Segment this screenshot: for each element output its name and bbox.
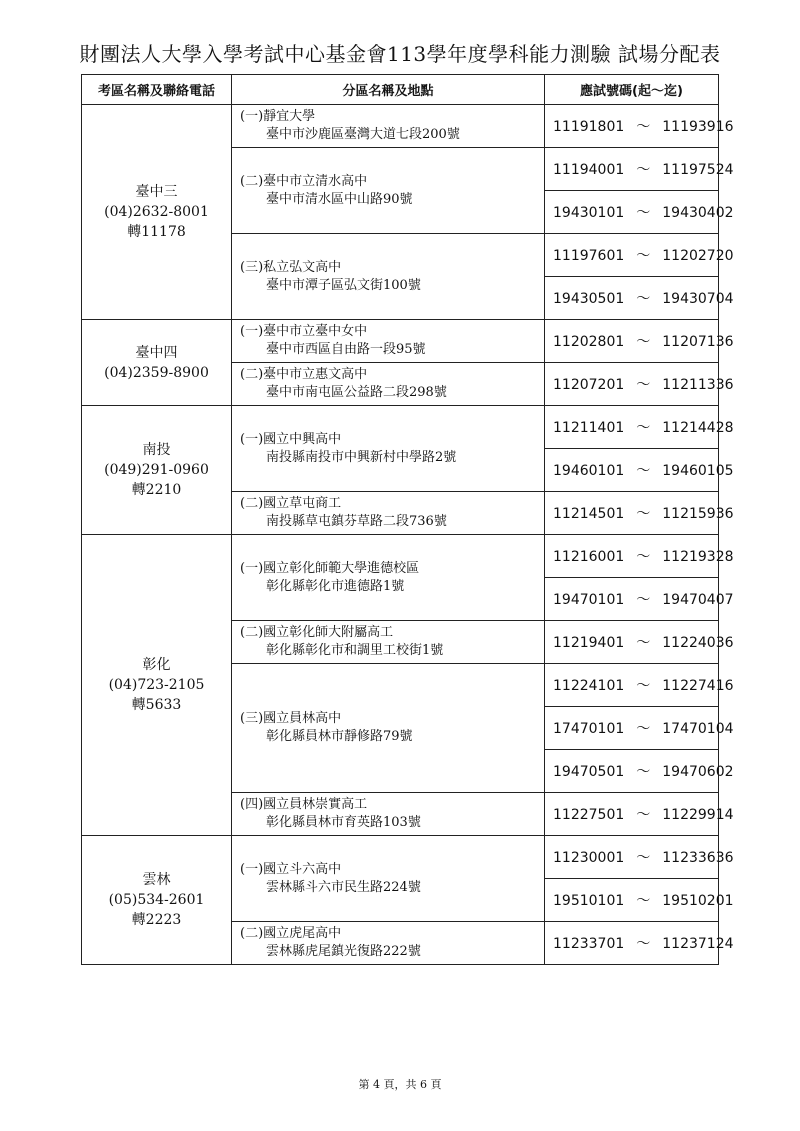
site-address: 彰化縣彰化市和調里工校街1號 <box>266 643 444 658</box>
site-address: 彰化縣員林市靜修路79號 <box>266 729 413 744</box>
range-separator: ～ <box>636 807 651 823</box>
site-name: (二)國立虎尾高中 <box>240 926 342 941</box>
header-region: 考區名稱及聯絡電話 <box>82 75 232 105</box>
range-separator: ～ <box>636 893 651 909</box>
site-address: 南投縣南投市中興新村中學路2號 <box>266 449 457 465</box>
range-separator: ～ <box>636 678 651 694</box>
range-end: 17470104 <box>662 721 734 737</box>
range-separator: ～ <box>636 936 651 952</box>
number-range-cell <box>545 836 734 879</box>
site-address: 臺中市清水區中山路90號 <box>266 191 413 207</box>
range-start: 11227501 <box>553 807 625 823</box>
range-separator: ～ <box>636 592 651 608</box>
region-name: 彰化 <box>142 657 171 673</box>
region-phone-line: (05)534-2601 <box>108 892 205 908</box>
range-start: 19430101 <box>553 205 625 221</box>
range-end: 11214428 <box>662 420 734 436</box>
number-range-cell <box>545 492 734 535</box>
range-separator: ～ <box>636 420 651 436</box>
range-separator: ～ <box>636 334 651 350</box>
site-address: 臺中市南屯區公益路二段298號 <box>266 385 447 400</box>
site-cell <box>232 922 545 965</box>
range-end: 11227416 <box>662 678 734 694</box>
region-name: 南投 <box>142 442 171 458</box>
number-range-cell <box>545 879 734 922</box>
site-name: (一)國立斗六高中 <box>240 861 342 877</box>
range-separator: ～ <box>636 205 651 221</box>
region-phone-line: 轉2210 <box>131 482 182 498</box>
table-row <box>82 535 719 578</box>
site-address: 臺中市沙鹿區臺灣大道七段200號 <box>266 127 460 142</box>
number-range-cell <box>545 707 734 750</box>
region-cell <box>82 836 232 965</box>
site-name: (四)國立員林崇實高工 <box>240 797 368 812</box>
number-range-cell <box>545 363 734 406</box>
table-body <box>82 105 734 965</box>
number-range-cell <box>545 922 734 965</box>
region-phone-line: 轉5633 <box>131 697 182 713</box>
site-cell <box>232 363 545 406</box>
range-separator: ～ <box>636 549 651 565</box>
range-start: 11230001 <box>553 850 625 866</box>
range-start: 11214501 <box>553 506 625 522</box>
range-start: 19510101 <box>553 893 625 909</box>
range-start: 19430501 <box>553 291 625 307</box>
site-address: 臺中市西區自由路一段95號 <box>266 342 426 357</box>
range-end: 11197524 <box>662 162 734 178</box>
site-name: (二)臺中市立惠文高中 <box>240 367 368 382</box>
range-start: 11216001 <box>553 549 625 565</box>
range-end: 19510201 <box>662 893 734 909</box>
site-name: (一)國立彰化師範大學進德校區 <box>240 560 420 576</box>
header-range: 應試號碼(起～迄) <box>545 75 719 105</box>
region-phone-line: 轉2223 <box>131 912 182 928</box>
range-end: 11219328 <box>662 549 734 565</box>
site-cell <box>232 148 545 234</box>
site-cell <box>232 234 545 320</box>
range-separator: ～ <box>636 463 651 479</box>
site-name: (三)私立弘文高中 <box>240 259 342 275</box>
site-cell <box>232 621 545 664</box>
range-end: 11224036 <box>662 635 734 651</box>
range-end: 11233636 <box>662 850 734 866</box>
site-address: 雲林縣斗六市民生路224號 <box>266 879 421 895</box>
site-cell <box>232 793 545 836</box>
range-separator: ～ <box>636 721 651 737</box>
number-range-cell <box>545 535 734 578</box>
site-name: (一)臺中市立臺中女中 <box>240 324 368 339</box>
range-start: 19470101 <box>553 592 625 608</box>
range-end: 19470407 <box>662 592 734 608</box>
region-cell <box>82 105 232 320</box>
number-range-cell <box>545 234 734 277</box>
site-name: (二)臺中市立清水高中 <box>240 173 368 189</box>
number-range-cell <box>545 406 734 449</box>
range-separator: ～ <box>636 850 651 866</box>
range-start: 11191801 <box>553 119 625 135</box>
table-row <box>82 406 719 449</box>
site-cell <box>232 664 545 793</box>
range-separator: ～ <box>636 764 651 780</box>
range-start: 11219401 <box>553 635 625 651</box>
range-start: 19470501 <box>553 764 625 780</box>
range-end: 11229914 <box>662 807 734 823</box>
site-cell <box>232 320 545 363</box>
header-site: 分區名稱及地點 <box>232 75 545 105</box>
range-separator: ～ <box>636 119 651 135</box>
range-start: 11207201 <box>553 377 625 393</box>
number-range-cell <box>545 664 734 707</box>
number-range-cell <box>545 578 734 621</box>
range-end: 19470602 <box>662 764 734 780</box>
range-separator: ～ <box>636 377 651 393</box>
number-range-cell <box>545 320 734 363</box>
range-end: 11215936 <box>662 506 734 522</box>
range-start: 11233701 <box>553 936 625 952</box>
region-phone-line: (04)2359-8900 <box>104 364 209 381</box>
site-name: (三)國立員林高中 <box>240 711 342 726</box>
page-footer: 第 4 頁，共 6 頁 <box>358 1078 442 1091</box>
site-address: 彰化縣彰化市進德路1號 <box>266 578 405 594</box>
range-end: 19460105 <box>662 463 734 479</box>
region-phone-line: (04)723-2105 <box>108 677 205 693</box>
site-name: (二)國立草屯商工 <box>240 496 342 511</box>
site-cell <box>232 836 545 922</box>
region-cell <box>82 320 232 406</box>
region-phone-line: (049)291-0960 <box>104 462 209 478</box>
region-cell <box>82 406 232 535</box>
range-start: 11202801 <box>553 334 625 350</box>
number-range-cell <box>545 621 734 664</box>
range-end: 19430402 <box>662 205 734 221</box>
site-cell <box>232 492 545 535</box>
site-name: (一)國立中興高中 <box>240 431 342 447</box>
range-end: 11211336 <box>662 377 734 393</box>
table-header-row <box>82 75 719 105</box>
site-cell <box>232 406 545 492</box>
range-separator: ～ <box>636 506 651 522</box>
number-range-cell <box>545 148 734 191</box>
document-title: 財團法人大學入學考試中心基金會113學年度學科能力測驗 試場分配表 <box>79 42 721 66</box>
region-name: 臺中三 <box>135 184 178 200</box>
number-range-cell <box>545 105 734 148</box>
range-separator: ～ <box>636 635 651 651</box>
region-phone-line: 轉11178 <box>127 224 186 240</box>
site-cell <box>232 105 545 148</box>
number-range-cell <box>545 793 734 836</box>
range-end: 11193916 <box>662 119 734 135</box>
range-start: 11197601 <box>553 248 625 264</box>
site-cell <box>232 535 545 621</box>
site-address: 雲林縣虎尾鎮光復路222號 <box>266 944 421 959</box>
range-start: 11224101 <box>553 678 625 694</box>
number-range-cell <box>545 277 734 320</box>
range-start: 17470101 <box>553 721 625 737</box>
exam-site-table <box>81 74 734 965</box>
range-separator: ～ <box>636 291 651 307</box>
site-name: (一)靜宜大學 <box>240 109 316 124</box>
range-separator: ～ <box>636 248 651 264</box>
table-row <box>82 320 719 363</box>
site-address: 臺中市潭子區弘文街100號 <box>266 277 421 293</box>
region-name: 臺中四 <box>135 344 178 361</box>
range-end: 11237124 <box>662 936 734 952</box>
region-phone-line: (04)2632-8001 <box>104 204 209 220</box>
number-range-cell <box>545 449 734 492</box>
range-start: 11194001 <box>553 162 625 178</box>
table-row <box>82 836 719 879</box>
range-end: 11202720 <box>662 248 734 264</box>
region-name: 雲林 <box>142 872 171 888</box>
site-address: 南投縣草屯鎮芬草路二段736號 <box>266 514 447 529</box>
site-name: (二)國立彰化師大附屬高工 <box>240 625 394 640</box>
number-range-cell <box>545 191 734 234</box>
range-end: 11207136 <box>662 334 734 350</box>
region-cell <box>82 535 232 836</box>
number-range-cell <box>545 750 734 793</box>
table-row <box>82 105 719 148</box>
site-address: 彰化縣員林市育英路103號 <box>266 815 421 830</box>
range-start: 19460101 <box>553 463 625 479</box>
range-start: 11211401 <box>553 420 625 436</box>
range-separator: ～ <box>636 162 651 178</box>
range-end: 19430704 <box>662 291 734 307</box>
